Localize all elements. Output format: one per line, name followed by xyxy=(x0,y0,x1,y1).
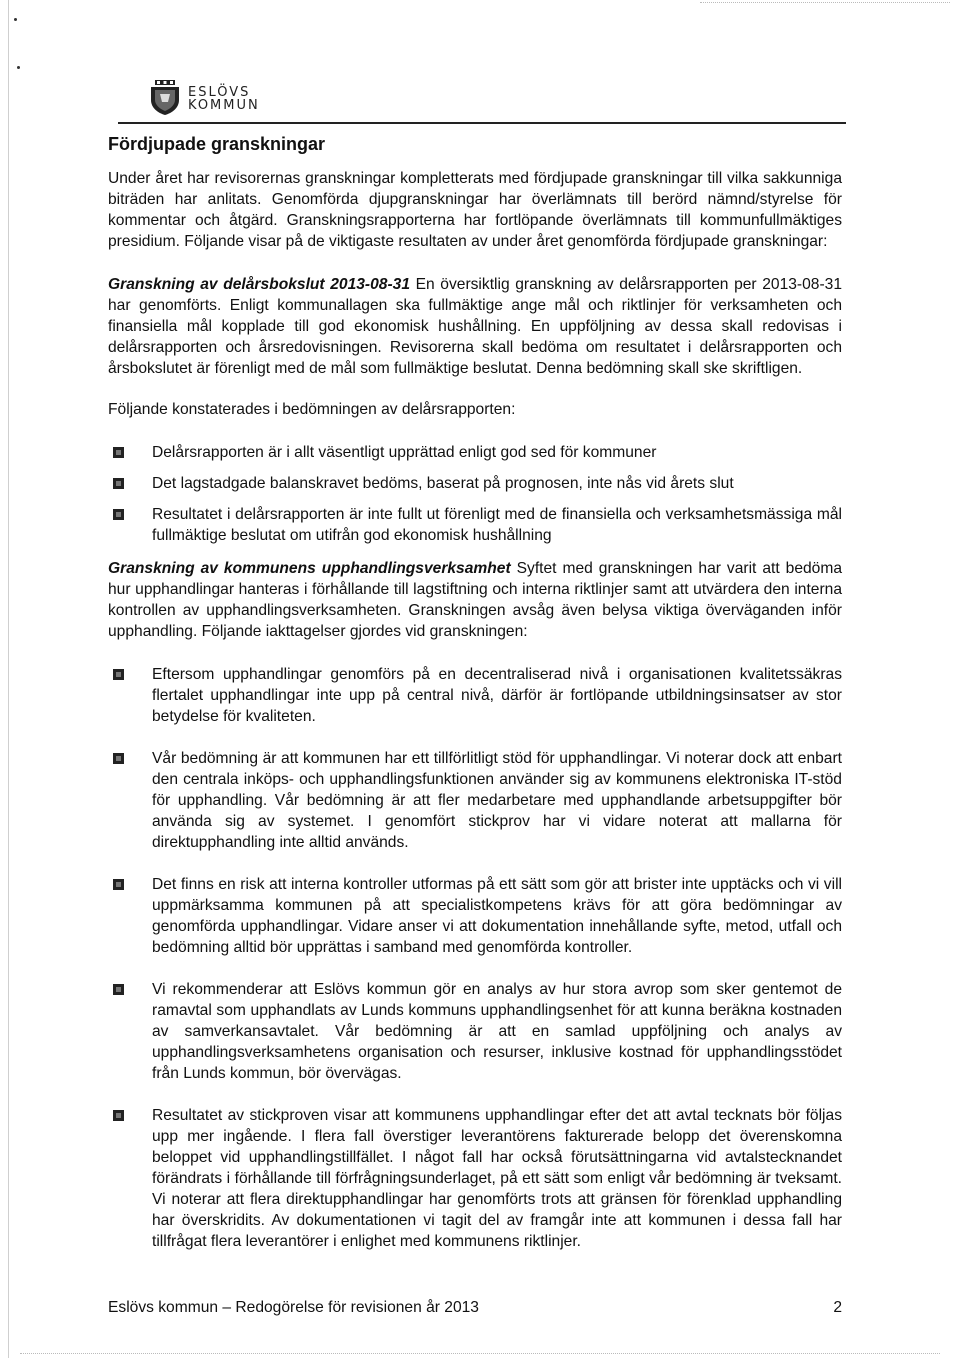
list-item: Resultatet i delårsrapporten är inte fullt ut förenligt med de finansiella och verksamhetsmässiga mål fullmäktige beslutat om utifrån god ekonomisk hushållning xyxy=(108,504,842,546)
square-bullet-icon xyxy=(113,509,124,520)
square-bullet-icon xyxy=(113,879,124,890)
square-bullet-icon xyxy=(113,1110,124,1121)
observations-list xyxy=(108,664,842,1252)
intro-paragraph: Under året har revisorernas granskningar kompletterats med fördjupade granskningar till vilka sakkunniga biträden har anlitats. Genomförda djupgranskningar har överlämnats till berörd nämnd/styrelse för kommentar och åtgärd. Granskningsrapporterna har fortlöpande överlämnats till kommunfullmäktiges presidium. Följande visar på de viktigaste resultaten av under året genomförda fördjupade granskningar: xyxy=(108,170,842,250)
square-bullet-icon xyxy=(113,753,124,764)
list-item: Eftersom upphandlingar genomförs på en decentraliserad nivå i organisationen kvalitetssäkras flertalet upphandlingar inte upp på central nivå, därför är fortlöpande utbildningsinsatser av stor betydelse för kvaliteten. xyxy=(108,664,842,727)
municipality-logo xyxy=(148,80,260,116)
scan-speck xyxy=(14,18,17,21)
square-bullet-icon xyxy=(113,478,124,489)
square-bullet-icon xyxy=(113,984,124,995)
list-item: Delårsrapporten är i allt väsentligt upprättad enligt god sed för kommuner xyxy=(108,442,842,463)
square-bullet-icon xyxy=(113,447,124,458)
section-heading-upphandling: Granskning av kommunens upphandlingsverksamhet xyxy=(108,560,511,577)
page-footer xyxy=(108,1298,842,1318)
scan-edge-line xyxy=(8,0,9,1358)
list-item: Det lagstadgade balanskravet bedöms, baserat på prognosen, inte nås vid årets slut xyxy=(108,473,842,494)
main-content xyxy=(108,132,842,1252)
section-heading-delarsbokslut: Granskning av delårsbokslut 2013-08-31 xyxy=(108,276,410,293)
findings-list xyxy=(108,442,842,546)
findings-intro: Följande konstaterades i bedömningen av delårsrapporten: xyxy=(108,401,516,418)
header-divider xyxy=(118,122,846,124)
coat-of-arms-icon xyxy=(148,80,182,116)
list-item: Resultatet av stickproven visar att kommunens upphandlingar efter det att avtal tecknats bör följas upp mer ingående. I flera fall överstiger leverantörens fakturerade belopp det överenskomna beloppet vid upphandlingstillfället. I något fall har också förutsättningarna vid avtalstecknandet förändrats i förhållande till förfrågningsunderlaget, på ett sätt som enligt vår bedömning är tveksamt. Vi noterar att flera direktupphandlingar har genomförts trots att gränsen för förenklad upphandling har överskridits. Av dokumentationen vi tagit del av framgår inte att kommunen i dessa fall har tillfrågat flera leverantörer i enlighet med kommunens riktlinjer. xyxy=(108,1105,842,1252)
section-body-delarsbokslut: En översiktlig granskning av delårsrapporten per 2013-08-31 har genomförts. Enligt kommunallagen ska fullmäktige ange mål och riktlinjer för verksamheten och finansiella mål kopplade till god ekonomisk hushållning. En uppföljning av dessa skall redovisas i delårsrapporten och årsredovisningen. Revisorerna skall bedöma om resultatet i delårsrapporten och årsbokslutet är förenligt med de mål som fullmäktige beslutat. Denna bedömning skall ske skriftligen. xyxy=(108,276,842,377)
list-item: Det finns en risk att interna kontroller utformas på ett sätt som gör att brister inte upptäcks och vi vill uppmärksamma kommunen på att specialistkompetens krävs för att göra bedömningar av genomförda upphandlingar. Vidare anser vi att dokumentation innehållande syfte, metod, utfall och bedömning alltid bör upprättas i samband med genomförda kontroller. xyxy=(108,874,842,958)
list-item: Vi rekommenderar att Eslövs kommun gör en analys av hur stora avrop som sker gentemot de ramavtal som upphandlats av Lunds kommuns upphandlingsenhet för att kunna beräkna kostnaden av samverkansavtalet. Vår bedömning är att en samlad uppföljning och analys av upphandlingsverksamhetens organisation och resurser, inklusive kostnad för upphandlingsstödet från Lunds kommun, bör övervägas. xyxy=(108,979,842,1084)
scan-speck xyxy=(17,66,20,69)
logo-line-2: KOMMUN xyxy=(188,98,260,113)
logo-line-1: ESLÖVS xyxy=(188,85,251,100)
page-number: 2 xyxy=(833,1299,842,1316)
section-upphandling xyxy=(108,558,842,642)
scan-bottom-border xyxy=(20,1353,940,1355)
page-title: Fördjupade granskningar xyxy=(108,134,326,154)
scan-top-border xyxy=(700,2,950,4)
section-delarsbokslut xyxy=(108,274,842,379)
section-body-upphandling: Syftet med granskningen har varit att bedöma hur upphandlingar hanteras i förhållande till lagstiftning och interna riktlinjer samt att utvärdera den interna kontrollen av upphandlingsverksamheten. Granskningen avsåg även belysa viktiga överväganden inför upphandling. Följande iakttagelser gjordes vid granskningen: xyxy=(108,560,842,640)
list-item: Vår bedömning är att kommunen har ett tillförlitligt stöd för upphandlingar. Vi noterar dock att enbart den centrala inköps- och upphandlingsfunktionen använder sig av kommunens elektroniska IT-stöd för upphandling. Vår bedömning är att fler medarbetare med upphandlande arbetsuppgifter bör använda sig av systemet. I genomfört stickprov har vi vidare noterat att mallarna för direktupphandling inte alltid används. xyxy=(108,748,842,853)
square-bullet-icon xyxy=(113,669,124,680)
footer-title: Eslövs kommun – Redogörelse för revisionen år 2013 xyxy=(108,1299,479,1316)
